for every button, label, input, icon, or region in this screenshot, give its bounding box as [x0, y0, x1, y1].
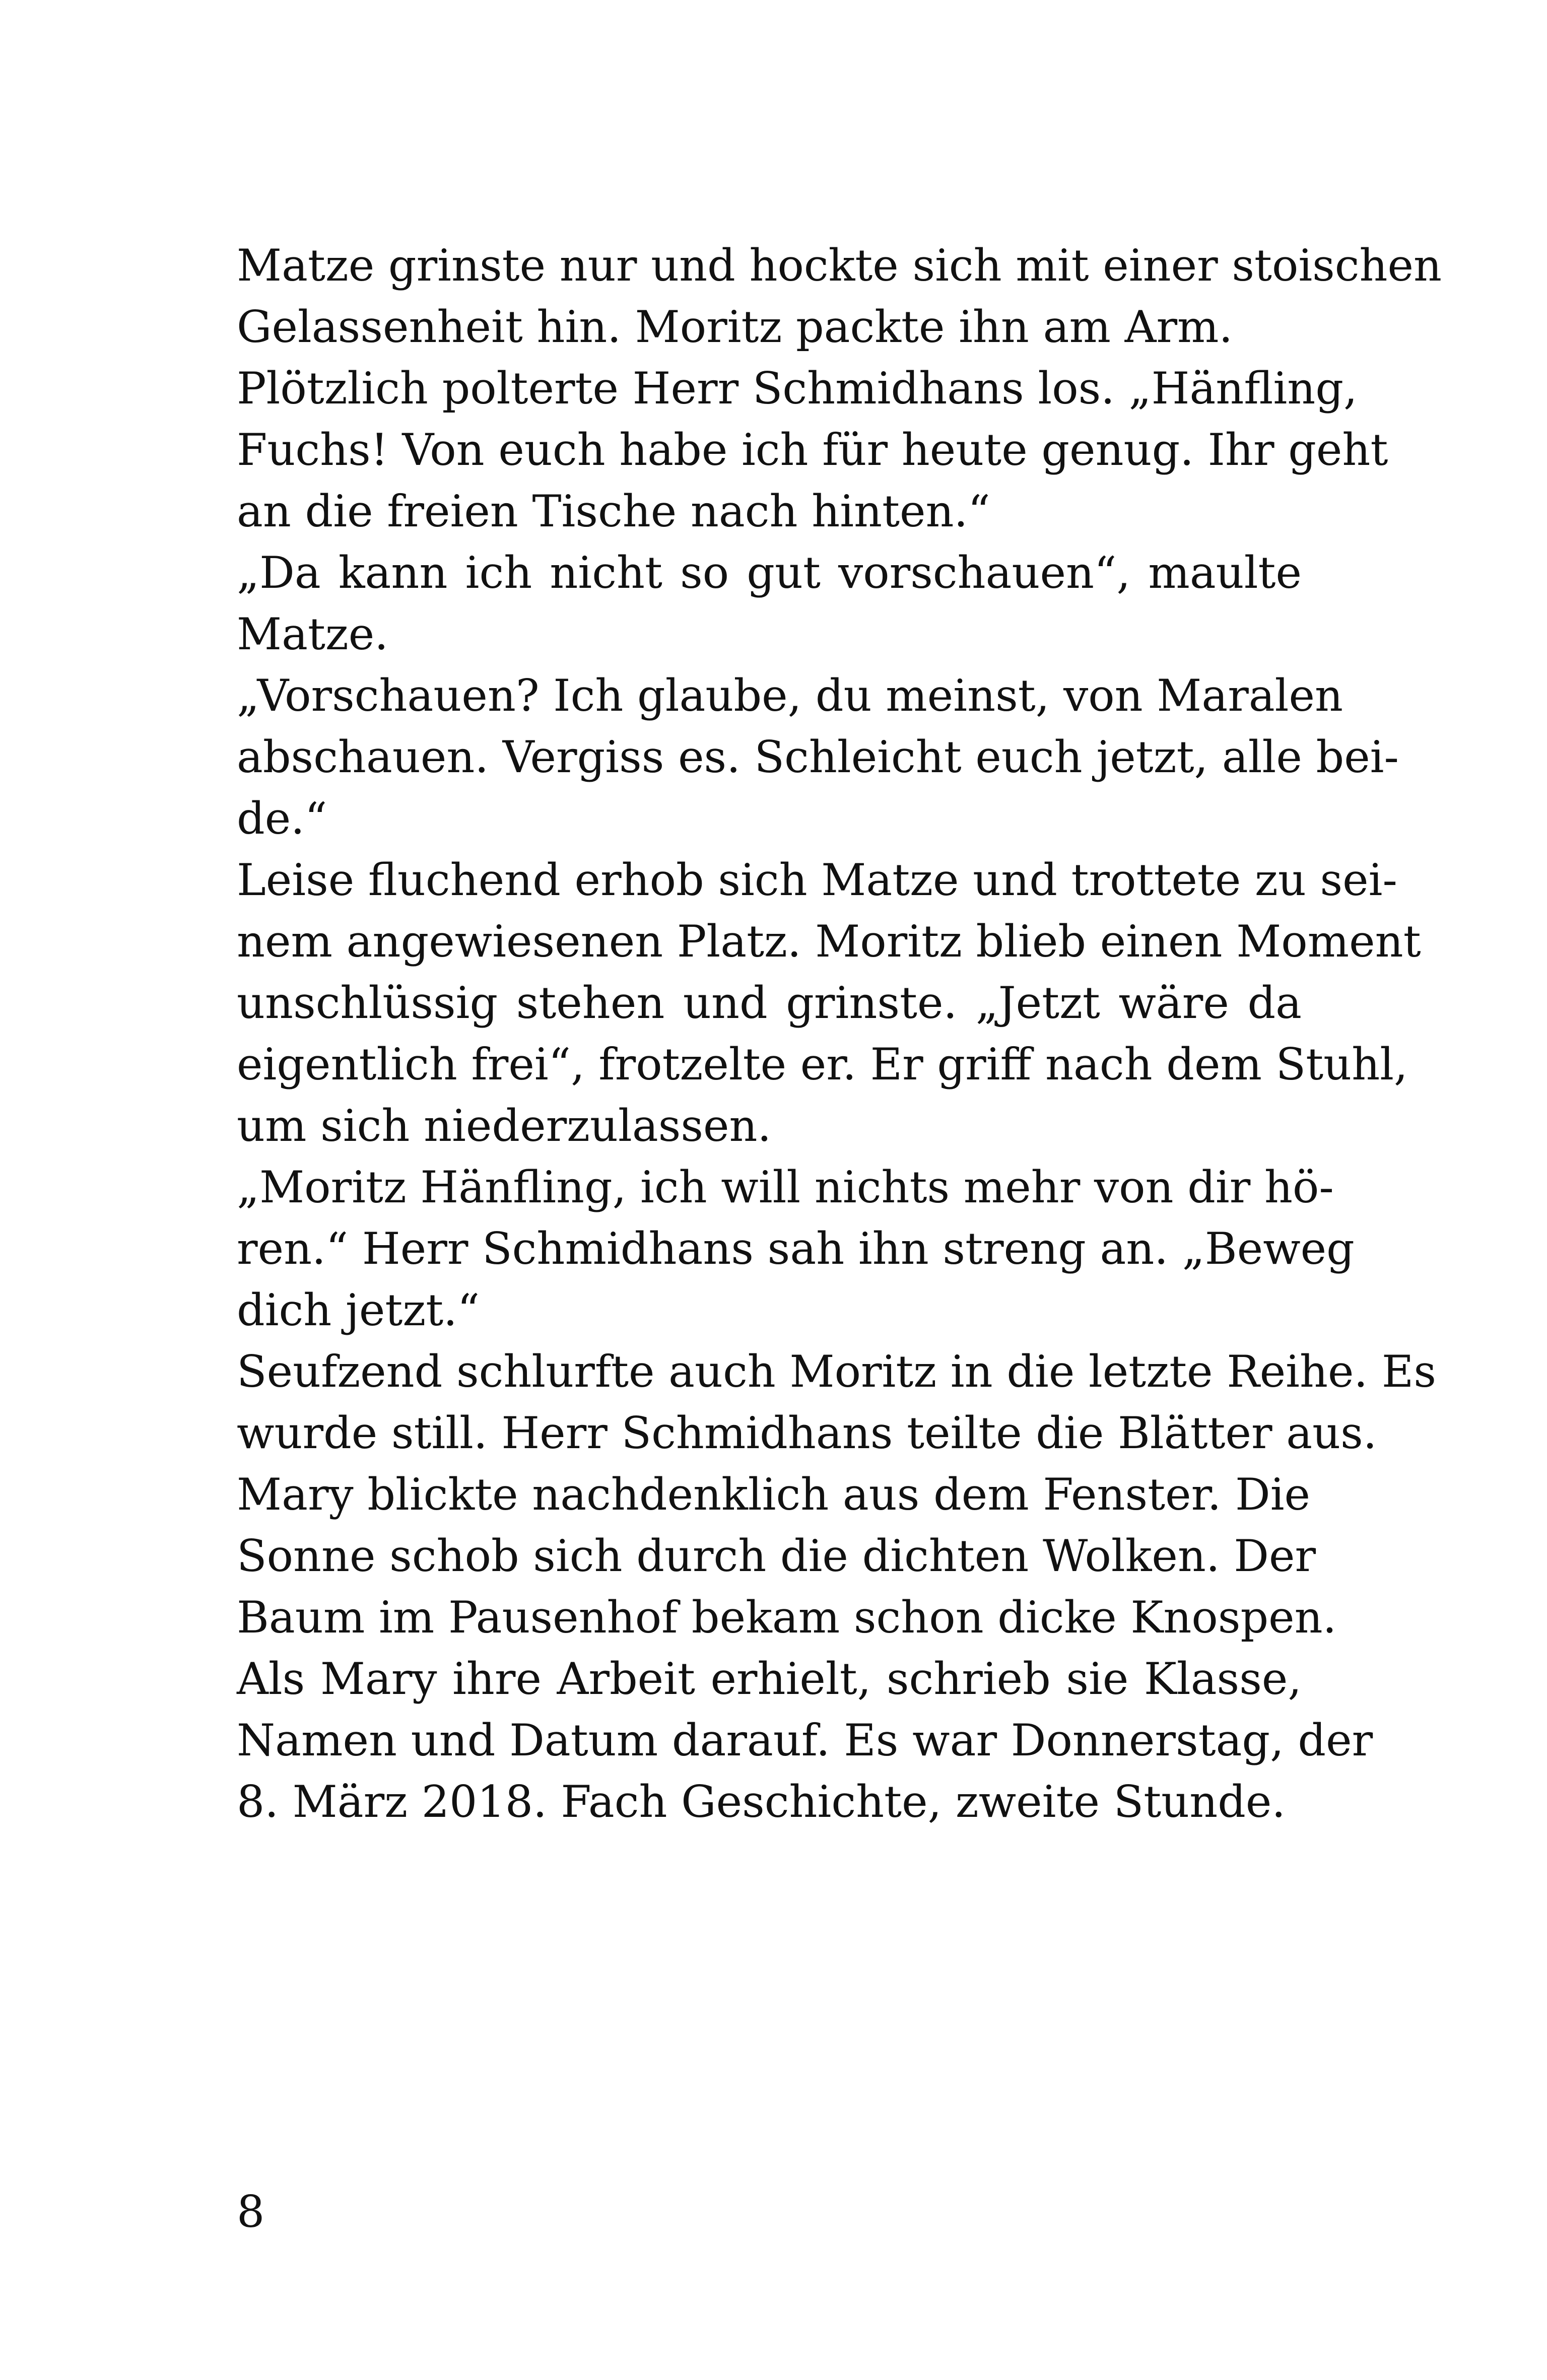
text-line: Fuchs! Von euch habe ich für heute genug. Ihr geht	[237, 424, 1388, 475]
text-line: de.“	[237, 793, 327, 844]
text-line: „Vorschauen? Ich glaube, du meinst, von Maralen	[237, 670, 1343, 721]
text-line: Baum im Pausenhof bekam schon dicke Knospen.	[237, 1592, 1337, 1643]
text-line: „Moritz Hänfling, ich will nichts mehr von dir hö-	[237, 1162, 1334, 1213]
text-line: Matze.	[237, 608, 388, 660]
text-line: abschauen. Vergiss es. Schleicht euch jetzt, alle bei-	[237, 731, 1399, 783]
text-line: unschlüssig stehen und grinste. „Jetzt wäre da	[237, 977, 1302, 1029]
text-line: Matze grinste nur und hockte sich mit einer stoischen	[237, 240, 1442, 291]
text-line: Als Mary ihre Arbeit erhielt, schrieb sie Klasse,	[237, 1653, 1302, 1705]
text-line: dich jetzt.“	[237, 1284, 480, 1336]
text-line: Plötzlich polterte Herr Schmidhans los. „Hänfling,	[237, 363, 1358, 414]
text-line: 8. März 2018. Fach Geschichte, zweite Stunde.	[237, 1776, 1286, 1827]
text-line: um sich niederzulassen.	[237, 1100, 772, 1151]
text-line: Leise fluchend erhob sich Matze und trottete zu sei-	[237, 854, 1397, 906]
text-line: an die freien Tische nach hinten.“	[237, 486, 990, 537]
page-number: 8	[237, 2186, 265, 2237]
text-line: Namen und Datum darauf. Es war Donnerstag, der	[237, 1715, 1373, 1766]
text-line: Sonne schob sich durch die dichten Wolken. Der	[237, 1530, 1316, 1582]
text-line: nem angewiesenen Platz. Moritz blieb einen Moment	[237, 916, 1421, 967]
text-line: ren.“ Herr Schmidhans sah ihn streng an. „Beweg	[237, 1223, 1355, 1274]
text-line: „Da kann ich nicht so gut vorschauen“, maulte	[237, 547, 1302, 598]
text-line: Mary blickte nachdenklich aus dem Fenster. Die	[237, 1469, 1311, 1520]
text-line: wurde still. Herr Schmidhans teilte die Blätter aus.	[237, 1407, 1377, 1459]
text-line: Gelassenheit hin. Moritz packte ihn am Arm.	[237, 301, 1233, 353]
text-line: Seufzend schlurfte auch Moritz in die letzte Reihe. Es	[237, 1346, 1436, 1397]
body-text	[237, 235, 1442, 1832]
text-line: eigentlich frei“, frotzelte er. Er griff nach dem Stuhl,	[237, 1039, 1408, 1090]
